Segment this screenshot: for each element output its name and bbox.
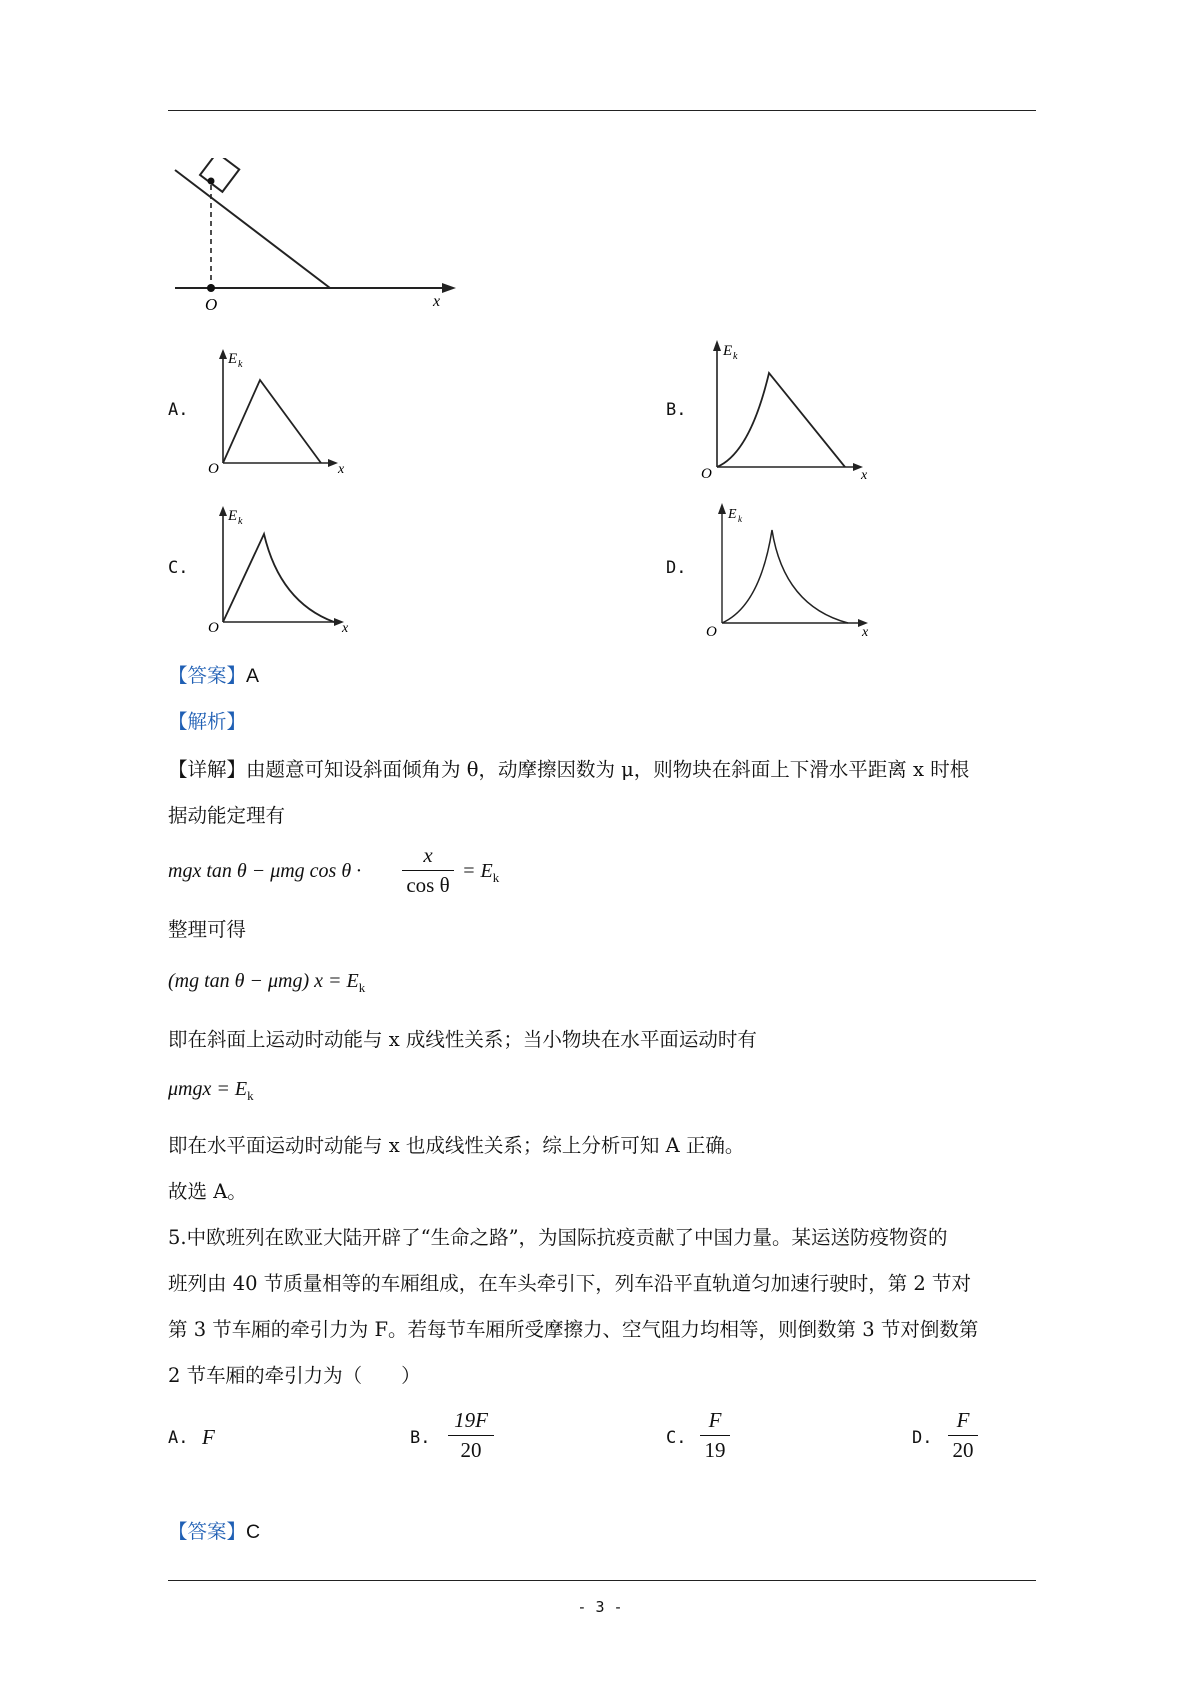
answer-q4: 【答案】A <box>168 664 260 687</box>
option-b-label: B. <box>666 400 687 420</box>
svg-text:O: O <box>706 624 717 640</box>
origin-dot <box>207 284 215 292</box>
svg-text:O: O <box>701 466 712 482</box>
equation-1-right: = $E_k$ <box>462 860 500 885</box>
option-a-label: A. <box>168 400 189 420</box>
detail-line-4: 即在斜面上运动时动能与 x 成线性关系；当小物块在水平面运动时有 <box>168 1028 757 1051</box>
equation-1-left: mgx tan θ − μmg cos θ · <box>168 860 362 882</box>
q5-option-d-fraction: F 20 <box>948 1408 978 1463</box>
graph-a-curve <box>223 380 321 463</box>
question5-line-4: 2 节车厢的牵引力为（ ） <box>168 1364 421 1387</box>
graph-c-curve <box>223 534 334 622</box>
detail-line-5: 即在水平面运动时动能与 x 也成线性关系；综上分析可知 A 正确。 <box>168 1134 745 1157</box>
svg-text:E: E <box>723 343 733 359</box>
x-axis-arrow <box>442 283 456 293</box>
detail-line-1: 【详解】由题意可知设斜面倾角为 θ，动摩擦因数为 μ，则物块在斜面上下滑水平距离 x 时根 <box>168 758 970 781</box>
svg-text:x: x <box>338 462 345 477</box>
block-center-dot <box>208 178 215 185</box>
q5-option-a-value: F <box>202 1425 215 1449</box>
detail-line-3: 整理可得 <box>168 918 247 941</box>
option-d-label: D. <box>666 558 687 578</box>
q5-option-c-fraction: F 19 <box>700 1408 730 1463</box>
answer-q5: 【答案】C <box>168 1520 261 1543</box>
equation-1-fraction: x cos θ <box>402 843 454 898</box>
graph-d <box>698 498 888 643</box>
graph-c <box>188 502 368 637</box>
svg-text:x: x <box>342 621 349 636</box>
answer-value: A <box>246 665 260 687</box>
detail-line-2: 据动能定理有 <box>168 804 286 827</box>
svg-text:x: x <box>861 468 868 483</box>
svg-text:O: O <box>208 461 219 477</box>
svg-text:k: k <box>238 516 243 527</box>
analysis-heading: 【解析】 <box>168 710 247 733</box>
footer-rule <box>168 1580 1036 1581</box>
question5-line-2: 班列由 40 节质量相等的车厢组成，在车头牵引下，列车沿平直轨道匀加速行驶时，第 2 节对 <box>168 1272 972 1295</box>
incline-figure <box>170 158 470 318</box>
equation-3: $\mu mgx = E_k$ <box>168 1078 254 1103</box>
page-number: - 3 - <box>577 1598 623 1616</box>
incline-line <box>175 170 330 288</box>
block <box>200 158 239 192</box>
graph-b <box>695 335 885 485</box>
q5-option-d-label: D. <box>912 1428 933 1448</box>
option-c-label: C. <box>168 558 189 578</box>
question5-line-3: 第 3 节车厢的牵引力为 F。若每节车厢所受摩擦力、空气阻力均相等，则倒数第 3 节对倒数第 <box>168 1318 979 1341</box>
graph-b-curve <box>717 373 845 467</box>
q5-option-b-fraction: 19F 20 <box>448 1408 494 1463</box>
detail-line-6: 故选 A。 <box>168 1180 247 1203</box>
svg-text:x: x <box>862 625 869 640</box>
origin-label: O <box>205 295 218 314</box>
svg-text:O: O <box>208 620 219 636</box>
header-rule <box>168 110 1036 111</box>
svg-text:E: E <box>228 508 238 524</box>
graph-a <box>188 345 368 480</box>
graph-d-curve <box>722 530 848 623</box>
q5-option-a-label: A. <box>168 1428 189 1448</box>
q5-option-b-label: B. <box>410 1428 431 1448</box>
svg-text:k: k <box>733 351 738 362</box>
q5-option-c-label: C. <box>666 1428 687 1448</box>
equation-2: (mg tan θ − μmg) $x = E_k$ <box>168 970 366 995</box>
answer-label: 答案 <box>187 664 227 687</box>
svg-text:k: k <box>238 359 243 370</box>
question5-line-1: 5.中欧班列在欧亚大陆开辟了“生命之路”，为国际抗疫贡献了中国力量。某运送防疫物资的 <box>168 1226 948 1249</box>
svg-text:E: E <box>728 507 737 522</box>
axis-x-label: x <box>433 293 441 310</box>
svg-text:k: k <box>738 514 742 524</box>
graph-a-ek: E <box>228 351 238 367</box>
